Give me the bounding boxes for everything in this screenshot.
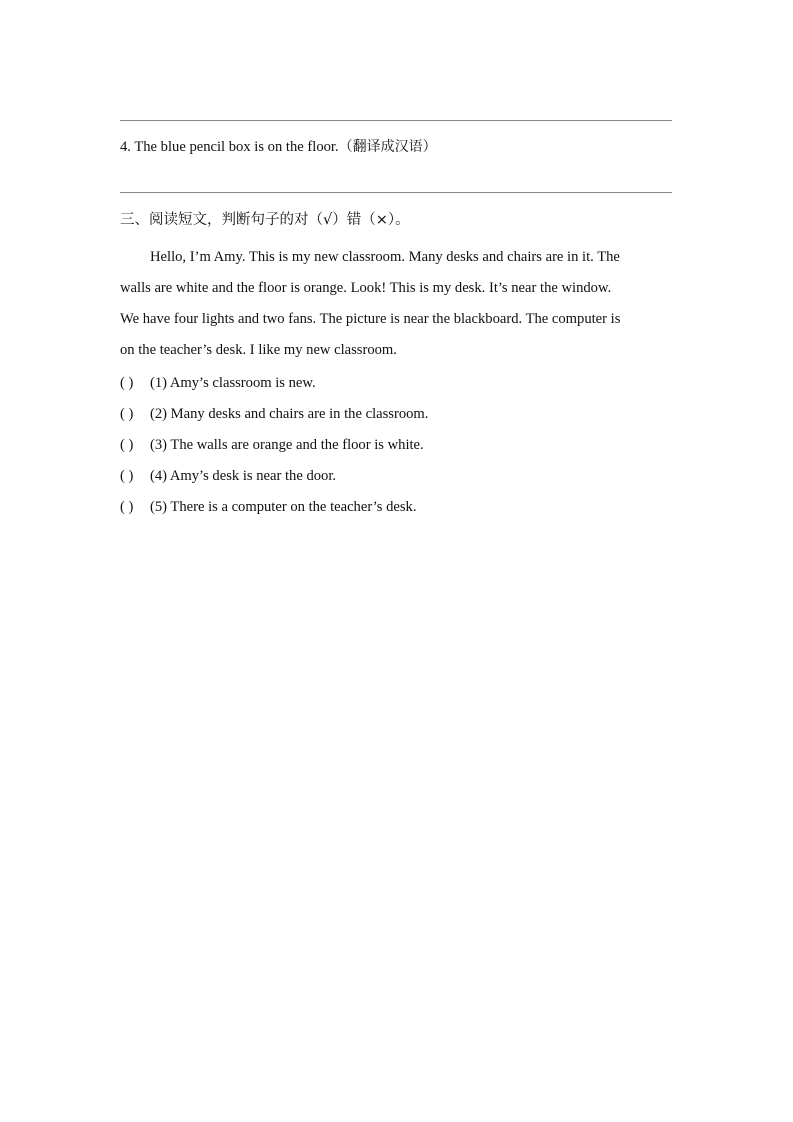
question-text: (5) There is a computer on the teacher’s desk. (150, 499, 417, 515)
judge-question-2 (120, 404, 428, 424)
answer-line-4[interactable] (120, 192, 672, 193)
question-sentence: The blue pencil box is on the floor. (134, 139, 339, 155)
judge-question-4 (120, 466, 336, 486)
judge-question-5 (120, 497, 417, 517)
passage-line-2: walls are white and the floor is orange. Look! This is my desk. It’s near the window. (120, 280, 612, 296)
answer-blank[interactable]: ( ) (120, 375, 134, 391)
answer-line-top[interactable] (120, 120, 672, 121)
passage-line-4: on the teacher’s desk. I like my new classroom. (120, 342, 397, 358)
question-text: (3) The walls are orange and the floor is white. (150, 437, 424, 453)
passage-line-1: Hello, I’m Amy. This is my new classroom. Many desks and chairs are in it. The (150, 249, 620, 265)
answer-blank[interactable]: ( ) (120, 437, 134, 453)
answer-blank[interactable]: ( ) (120, 406, 134, 422)
judge-question-1 (120, 373, 316, 393)
passage-line-3: We have four lights and two fans. The picture is near the blackboard. The computer is (120, 311, 621, 327)
answer-blank[interactable]: ( ) (120, 468, 134, 484)
judge-question-3 (120, 435, 424, 455)
question-text: (1) Amy’s classroom is new. (150, 375, 316, 391)
answer-blank[interactable]: ( ) (120, 499, 134, 515)
question-text: (2) Many desks and chairs are in the classroom. (150, 406, 429, 422)
question-number: 4. (120, 139, 131, 155)
section-3-heading: 三、阅读短文，判断句子的对（√）错（×）。 (120, 212, 410, 228)
question-text: (4) Amy’s desk is near the door. (150, 468, 337, 484)
translation-question-4 (120, 137, 437, 157)
question-instruction: （翻译成汉语） (338, 139, 437, 155)
reading-passage (120, 242, 672, 366)
